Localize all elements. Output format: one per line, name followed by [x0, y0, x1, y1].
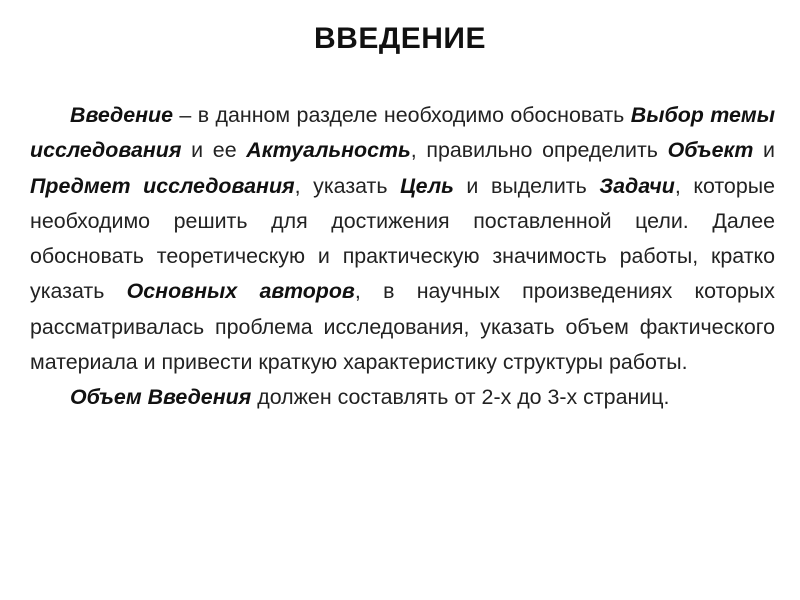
paragraph-introduction: [30, 98, 775, 380]
text-segment: , правильно определить: [410, 138, 668, 163]
term-relevance: Актуальность: [246, 138, 411, 163]
term-introduction: Введение: [70, 103, 173, 127]
term-main-authors: Основных авторов: [126, 279, 355, 304]
slide-title: ВВЕДЕНИЕ: [314, 22, 486, 55]
text-segment: и: [753, 138, 775, 163]
term-object: Объект: [667, 138, 754, 163]
term-introduction-volume: Объем Введения: [70, 385, 252, 410]
paragraph-volume: [30, 380, 775, 415]
text-segment: и выделить: [453, 173, 600, 198]
text-segment: – в данном разделе необходимо обосновать: [173, 103, 631, 127]
slide-body: [30, 98, 775, 416]
term-subject: Предмет исследования: [30, 173, 295, 198]
text-segment: , в научных произведениях которых рассматривалась проблема исследования, указать объем фактического материала и привести краткую характеристику структуры работы.: [30, 279, 775, 375]
term-topic-choice: Выбор темы исследования: [30, 103, 776, 163]
term-goal: Цель: [400, 173, 454, 198]
text-segment: должен составлять от 2-х до 3-х страниц.: [251, 385, 670, 410]
text-segment: и ее: [181, 138, 247, 163]
term-tasks: Задачи: [599, 173, 675, 198]
text-segment: , которые необходимо решить для достижения поставленной цели. Далее обосновать теоретическую и практическую значимость работы, кратко указать: [30, 173, 775, 304]
text-segment: , указать: [294, 173, 401, 198]
